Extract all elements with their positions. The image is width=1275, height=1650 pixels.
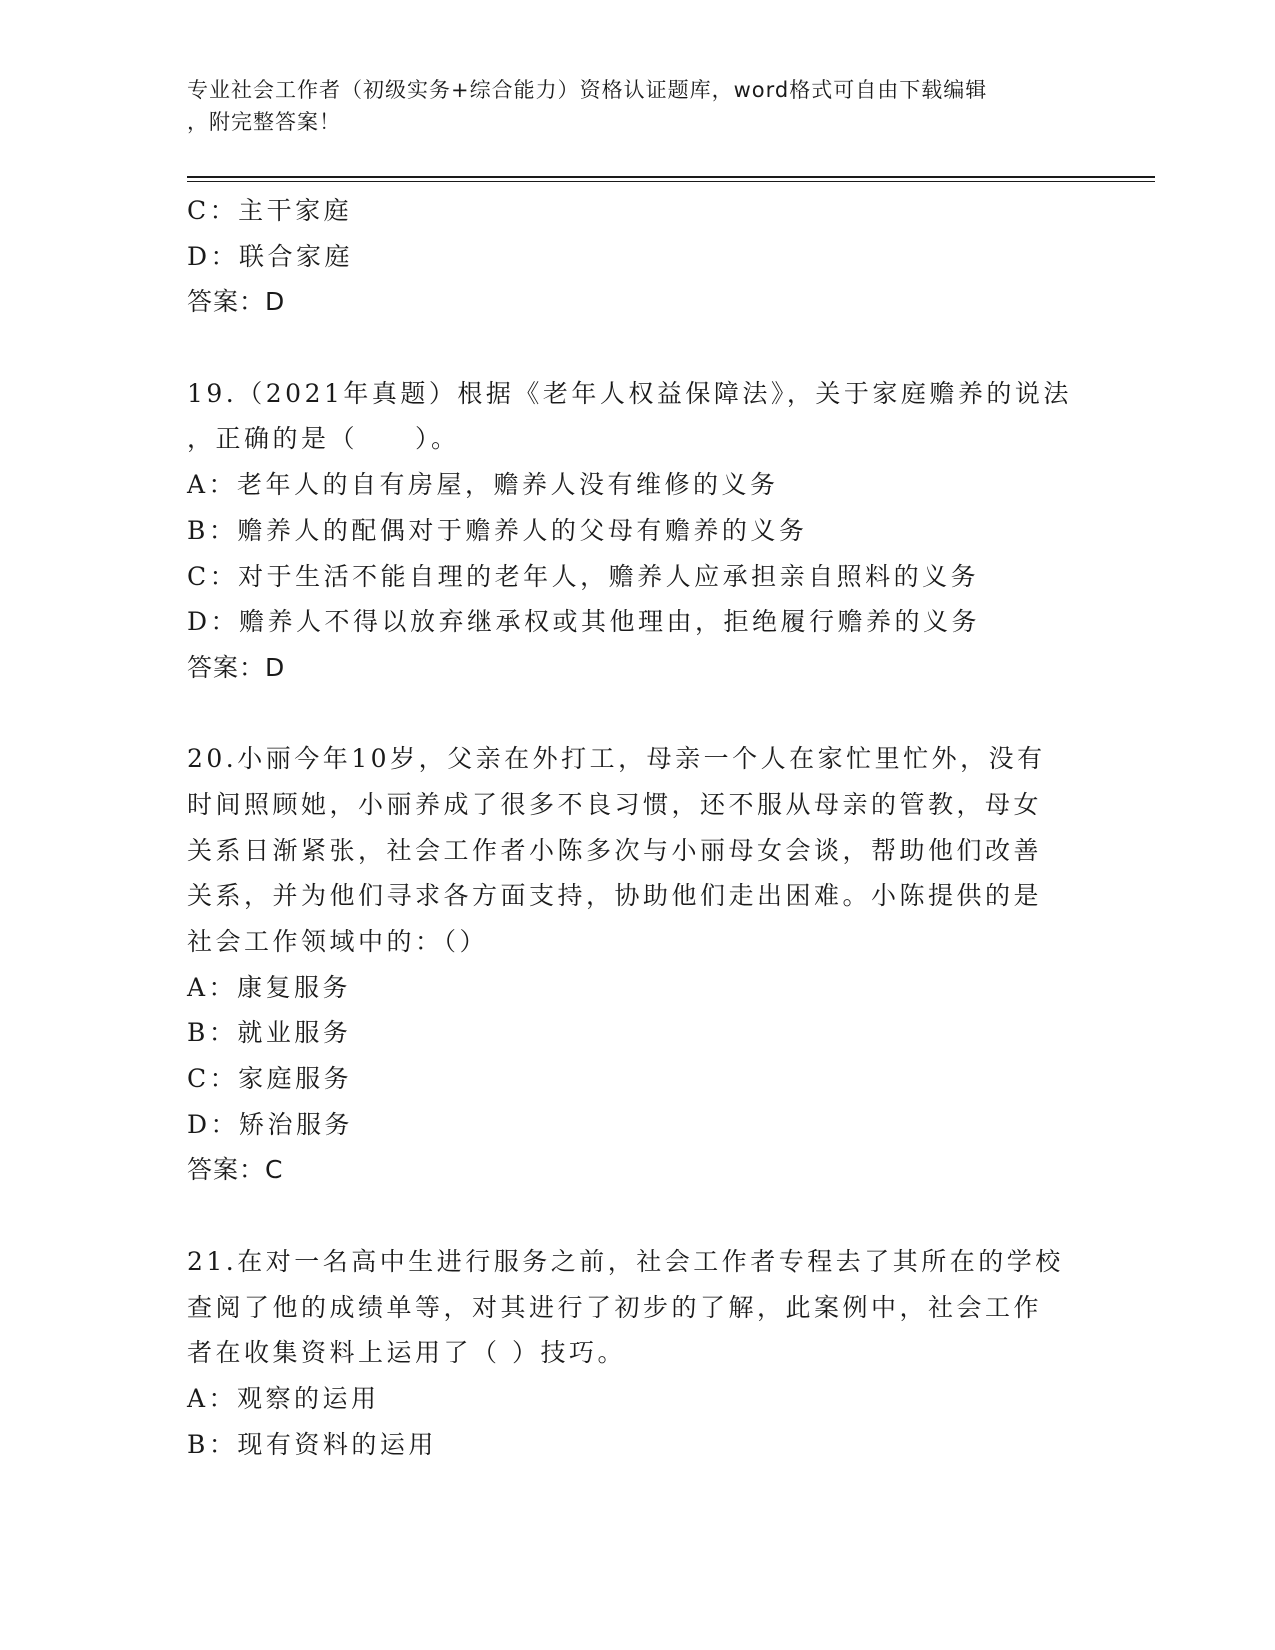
spacer bbox=[187, 1193, 1087, 1239]
question-stem-line: 20.小丽今年10岁，父亲在外打工，母亲一个人在家忙里忙外，没有 bbox=[187, 744, 1046, 774]
spacer bbox=[187, 691, 1087, 737]
question-21 bbox=[187, 1239, 1087, 1467]
option-b: B：赡养人的配偶对于赡养人的父母有赡养的义务 bbox=[187, 515, 808, 545]
answer-line: 答案：D bbox=[187, 287, 286, 317]
option-c: C：主干家庭 bbox=[187, 196, 353, 225]
question-stem-line: ，正确的是（ ）。 bbox=[187, 424, 460, 454]
option-d: D：联合家庭 bbox=[187, 241, 354, 271]
option-b: B：现有资料的运用 bbox=[187, 1429, 437, 1459]
header-rule-thick bbox=[187, 176, 1155, 178]
question-stem-line: 者在收集资料上运用了（ ）技巧。 bbox=[187, 1338, 626, 1368]
question-stem-line: 社会工作领域中的：（） bbox=[187, 927, 489, 956]
option-a: A：老年人的自有房屋，赡养人没有维修的义务 bbox=[187, 470, 779, 500]
spacer bbox=[187, 325, 1087, 371]
question-stem-line: 21.在对一名高中生进行服务之前，社会工作者专程去了其所在的学校 bbox=[187, 1246, 1064, 1276]
header-line-2: ，附完整答案！ bbox=[187, 110, 341, 134]
question-stem-line: 关系日渐紧张，社会工作者小陈多次与小丽母女会谈，帮助他们改善 bbox=[187, 835, 1043, 865]
prev-question bbox=[187, 188, 1087, 325]
option-c: C：家庭服务 bbox=[187, 1064, 353, 1094]
question-content bbox=[187, 188, 1087, 1467]
option-d: D：矫治服务 bbox=[187, 1109, 354, 1139]
option-b: B：就业服务 bbox=[187, 1018, 352, 1048]
header-line-1: 专业社会工作者（初级实务+综合能力）资格认证题库，word格式可自由下载编辑 bbox=[187, 78, 988, 102]
option-a: A：康复服务 bbox=[187, 972, 352, 1002]
question-20 bbox=[187, 736, 1087, 1193]
question-stem-line: 19.（2021年真题）根据《老年人权益保障法》，关于家庭赡养的说法 bbox=[187, 378, 1072, 408]
option-d: D：赡养人不得以放弃继承权或其他理由，拒绝履行赡养的义务 bbox=[187, 607, 981, 637]
option-a: A：观察的运用 bbox=[187, 1383, 380, 1413]
option-c: C：对于生活不能自理的老年人，赡养人应承担亲自照料的义务 bbox=[187, 561, 980, 591]
question-19 bbox=[187, 371, 1087, 691]
question-stem-line: 时间照顾她，小丽养成了很多不良习惯，还不服从母亲的管教，母女 bbox=[187, 789, 1043, 819]
question-stem-line: 关系，并为他们寻求各方面支持，协助他们走出困难。小陈提供的是 bbox=[187, 881, 1043, 911]
question-stem-line: 查阅了他的成绩单等，对其进行了初步的了解，此案例中，社会工作 bbox=[187, 1292, 1043, 1322]
document-header bbox=[187, 74, 1087, 138]
answer-line: 答案：C bbox=[187, 1155, 284, 1185]
header-rule-thin bbox=[187, 181, 1155, 182]
answer-line: 答案：D bbox=[187, 652, 286, 682]
